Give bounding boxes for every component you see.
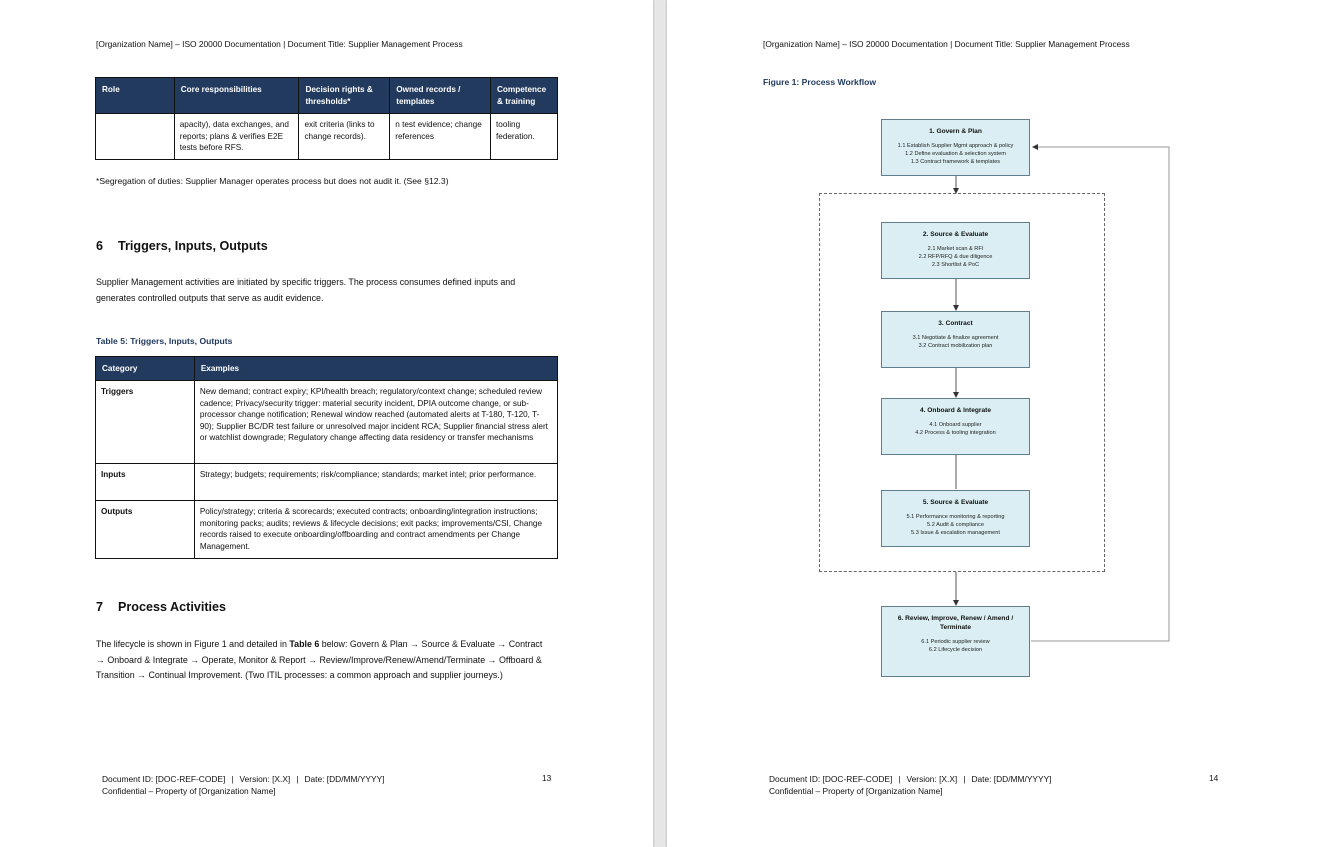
step-activities bbox=[882, 513, 1029, 538]
column-header: Competence & training bbox=[491, 78, 558, 114]
step-title: 3. Contract bbox=[938, 320, 973, 327]
activity: 2.3 Shortlist & PoC bbox=[931, 262, 980, 269]
column-header: Owned records / templates bbox=[390, 78, 491, 114]
table-header-row bbox=[96, 78, 558, 114]
page-header: [Organization Name] – ISO 20000 Documentation | Document Title: Supplier Management Process bbox=[96, 39, 463, 49]
examples-cell: Strategy; budgets; requirements; risk/compliance; standards; market intel; prior performance. bbox=[194, 464, 557, 501]
activity: 5.2 Audit & compliance bbox=[927, 522, 984, 529]
page-number: 14 bbox=[1209, 773, 1219, 783]
category-cell: Triggers bbox=[96, 381, 195, 464]
separator: | bbox=[231, 774, 234, 784]
activity: 6.2 Lifecycle decision bbox=[928, 647, 983, 654]
table-cell bbox=[96, 114, 175, 160]
version: Version: [X.X] bbox=[906, 774, 958, 784]
version: Version: [X.X] bbox=[239, 774, 291, 784]
activity: 3.1 Negotiate & finalize agreement bbox=[912, 335, 999, 341]
page-header: [Organization Name] – ISO 20000 Documentation | Document Title: Supplier Management Process bbox=[763, 39, 1130, 49]
section-heading-6 bbox=[96, 239, 268, 253]
document-page-13 bbox=[0, 0, 653, 847]
step-activities bbox=[882, 245, 1029, 270]
workflow-step-2 bbox=[881, 222, 1030, 279]
table-5-caption: Table 5: Triggers, Inputs, Outputs bbox=[96, 336, 233, 346]
workflow-step-4 bbox=[881, 398, 1030, 455]
step-activities bbox=[882, 421, 1029, 437]
section-number: 7 bbox=[96, 600, 104, 614]
table-cell: apacity), data exchanges, and reports; plans & verifies E2E tests before RFS. bbox=[174, 114, 299, 160]
workflow-step-6 bbox=[881, 606, 1030, 677]
category-cell: Outputs bbox=[96, 501, 195, 559]
confidential-note: Confidential – Property of [Organization Name] bbox=[769, 786, 943, 796]
date: Date: [DD/MM/YYYY] bbox=[304, 774, 385, 784]
table-cell: n test evidence; change references bbox=[390, 114, 491, 160]
column-header: Core responsibilities bbox=[174, 78, 299, 114]
separator: | bbox=[296, 774, 299, 784]
activity: 3.2 Contract mobilization plan bbox=[918, 343, 993, 350]
step-title: 2. Source & Evaluate bbox=[922, 231, 989, 238]
document-page-14 bbox=[667, 0, 1321, 847]
paragraph-text: below: Govern & Plan → Source & Evaluate → Contract → Onboard & Integrate → Operate, Monitor & Report → Review/Improve/Renew/Amend/Terminate → Offboard & Transition → Continual Improvement. (Two ITIL processes: a common approach and supplier journeys.) bbox=[96, 639, 543, 680]
separator: | bbox=[963, 774, 966, 784]
category-cell: Inputs bbox=[96, 464, 195, 501]
examples-cell: Policy/strategy; criteria & scorecards; executed contracts; onboarding/integration instructions; monitoring packs; audits; reviews & lifecycle decisions; exit packs; improvements/CSI, Change records raised to execute onboarding/offboarding and contract amendments per Change Management. bbox=[194, 501, 557, 559]
figure-1-caption: Figure 1: Process Workflow bbox=[763, 77, 877, 87]
section-number: 6 bbox=[96, 239, 104, 253]
table-row bbox=[96, 464, 558, 501]
step-title: 1. Govern & Plan bbox=[929, 128, 982, 135]
activity: 1.2 Define evaluation & selection system bbox=[905, 151, 1006, 158]
workflow-step-1 bbox=[881, 119, 1030, 176]
step-activities bbox=[882, 638, 1029, 654]
step-title: 5. Source & Evaluate bbox=[922, 499, 989, 506]
page-footer bbox=[102, 773, 385, 797]
step-activities bbox=[882, 142, 1029, 167]
column-header: Category bbox=[96, 357, 195, 381]
activity: 4.1 Onboard supplier bbox=[929, 422, 982, 428]
workflow-step-3 bbox=[881, 311, 1030, 368]
page-footer bbox=[769, 773, 1052, 797]
confidential-note: Confidential – Property of [Organization Name] bbox=[102, 786, 276, 796]
step-title: 6. Review, Improve, Renew / Amend / Terminate bbox=[897, 615, 1014, 631]
separator: | bbox=[898, 774, 901, 784]
section-title: Triggers, Inputs, Outputs bbox=[118, 239, 268, 253]
activity: 5.3 Issue & escalation management bbox=[911, 530, 1000, 537]
table-header-row bbox=[96, 357, 558, 381]
section-7-paragraph bbox=[96, 637, 551, 684]
segregation-footnote: *Segregation of duties: Supplier Manager operates process but does not audit it. (See §12.3) bbox=[96, 176, 449, 186]
raci-table bbox=[95, 77, 558, 160]
activity: 4.2 Process & tooling integration bbox=[915, 430, 996, 437]
section-title: Process Activities bbox=[118, 600, 227, 614]
table-row bbox=[96, 501, 558, 559]
section-6-paragraph: Supplier Management activities are initiated by specific triggers. The process consumes defined inputs and generates controlled outputs that serve as audit evidence. bbox=[96, 277, 516, 303]
section-heading-7 bbox=[96, 600, 226, 614]
page-number: 13 bbox=[542, 773, 552, 783]
workflow-step-5 bbox=[881, 490, 1030, 547]
feedback-loop-arrow bbox=[1031, 147, 1169, 641]
step-title: 4. Onboard & Integrate bbox=[919, 407, 992, 414]
table-row bbox=[96, 114, 558, 160]
table-cell: exit criteria (links to change records). bbox=[299, 114, 390, 160]
activity: 1.3 Contract framework & templates bbox=[910, 159, 1001, 166]
activity: 5.1 Performance monitoring & reporting bbox=[906, 514, 1005, 520]
table-row bbox=[96, 381, 558, 464]
activity: 1.1 Establish Supplier Mgmt approach & policy bbox=[897, 143, 1014, 149]
triggers-inputs-outputs-table bbox=[95, 356, 558, 559]
examples-cell: New demand; contract expiry; KPI/health breach; regulatory/context change; scheduled review cadence; Privacy/security trigger: material security incident, DPIA outcome change, or sub-processor change notification; Renewal window reached (automated alerts at T-180, T-120, T-90); Supplier BC/DR test failure or unresolved major incident RCA; Supplier financial stress alert or watchlist downgrade; Regulatory change affecting data residency or transfer mechanisms bbox=[194, 381, 557, 464]
activity: 6.1 Periodic supplier review bbox=[921, 639, 990, 645]
paragraph-text: The lifecycle is shown in Figure 1 and detailed in bbox=[96, 639, 290, 649]
date: Date: [DD/MM/YYYY] bbox=[971, 774, 1052, 784]
table-6-reference: Table 6 bbox=[289, 639, 320, 649]
activity: 2.1 Market scan & RFI bbox=[927, 246, 984, 252]
table-cell: tooling federation. bbox=[491, 114, 558, 160]
column-header: Examples bbox=[194, 357, 557, 381]
step-activities bbox=[882, 334, 1029, 350]
column-header: Decision rights & thresholds* bbox=[299, 78, 390, 114]
activity: 2.2 RFP/RFQ & due diligence bbox=[918, 254, 993, 261]
doc-id: Document ID: [DOC-REF-CODE] bbox=[102, 774, 226, 784]
doc-id: Document ID: [DOC-REF-CODE] bbox=[769, 774, 893, 784]
column-header: Role bbox=[96, 78, 175, 114]
